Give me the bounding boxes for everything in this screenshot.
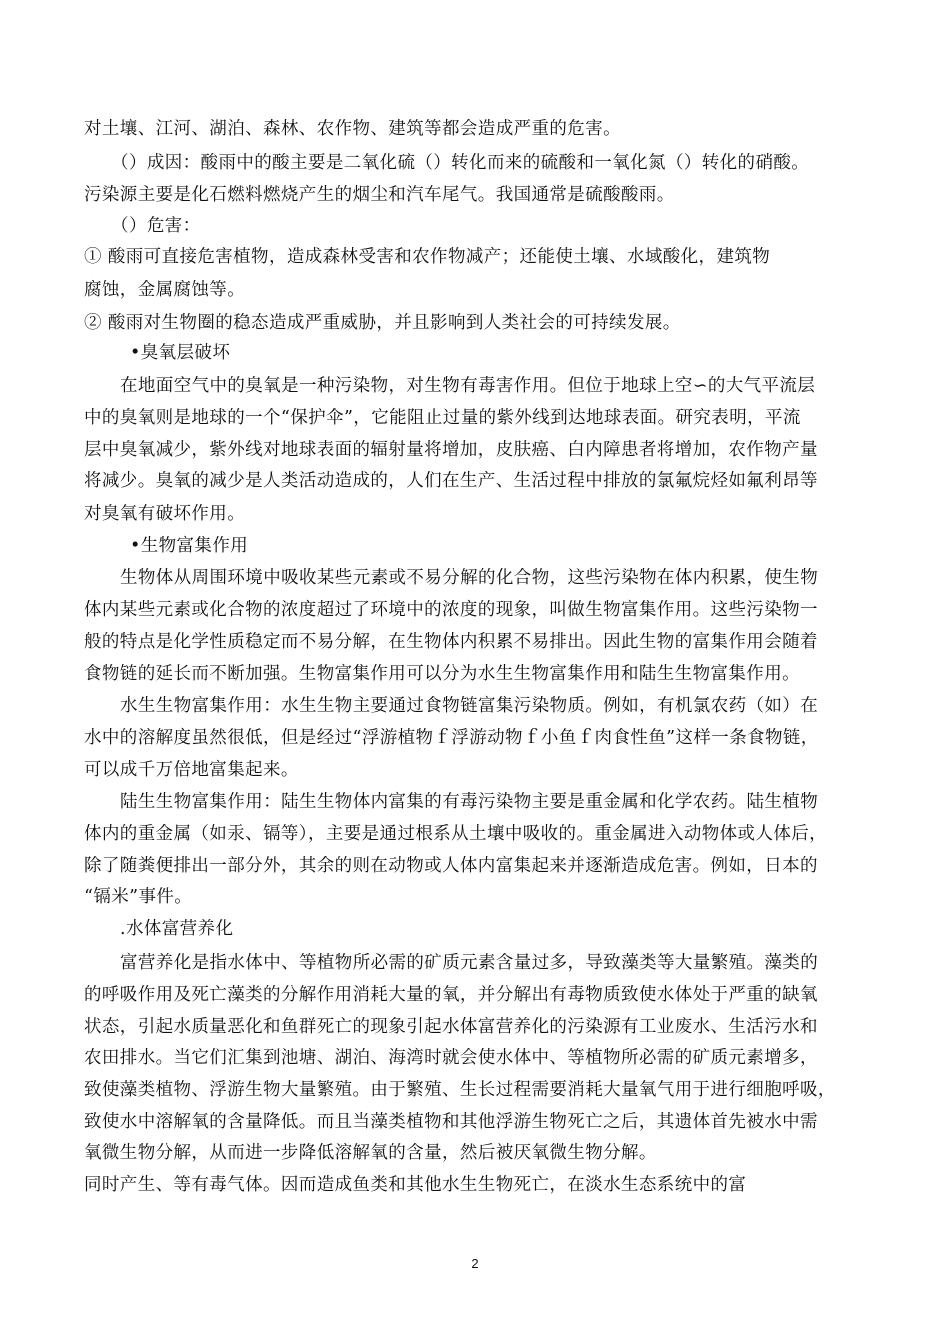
section-heading: .水体富营养化 (120, 919, 234, 939)
text-line: 富营养化是指水体中、等植物所必需的矿质元素含量过多，导致藻类等大量繁殖。藻类的 (120, 953, 819, 973)
text-line: 污染源主要是化石燃料燃烧产生的烟尘和汽车尾气。我国通常是硫酸酸雨。 (84, 185, 675, 205)
text-line: 体内的重金属（如汞、镉等），主要是通过根系从土壤中吸收的。重金属进入动物体或人体后， (84, 824, 828, 844)
text-line: 可以成千万倍地富集起来。 (84, 760, 299, 780)
text-line: 在地面空气中的臭氧是一种污染物，对生物有毒害作用。但位于地球上空∽的大气平流层 (120, 376, 816, 396)
text-line: 氧微生物分解，从而进一步降低溶解氧的含量，然后被厌氧微生物分解。 (84, 1143, 657, 1163)
text-line: 状态，引起水质量恶化和鱼群死亡的现象引起水体富营养化的污染源有工业废水、生活污水和 (84, 1017, 818, 1037)
text-line: 的呼吸作用及死亡藻类的分解作用消耗大量的氧，并分解出有毒物质致使水体处于严重的缺氧 (84, 985, 818, 1005)
text-line: 层中臭氧减少，紫外线对地球表面的辐射量将增加，皮肤癌、白内障患者将增加，农作物产量 (84, 440, 818, 460)
text-line: 对土壤、江河、湖泊、森林、农作物、建筑等都会造成严重的危害。 (84, 119, 621, 139)
list-item: ② 酸雨对生物圈的稳态造成严重威胁，并且影响到人类社会的可持续发展。 (84, 313, 681, 333)
text-line: 体内某些元素或化合物的浓度超过了环境中的浓度的现象，叫做生物富集作用。这些污染物一 (84, 600, 818, 620)
text-line: 食物链的延长而不断加强。生物富集作用可以分为水生生物富集作用和陆生生物富集作用。 (84, 664, 800, 684)
text-line: 将减少。臭氧的减少是人类活动造成的，人们在生产、生活过程中排放的氯氟烷烃如氟利昂等 (84, 471, 818, 491)
text-line: 农田排水。当它们汇集到池塘、湖泊、海湾时就会使水体中、等植物所必需的矿质元素增多， (84, 1048, 818, 1068)
text-line: 致使藻类植物、浮游生物大量繁殖。由于繁殖、生长过程需要消耗大量氧气用于进行细胞呼吸， (84, 1080, 836, 1100)
text-line: “镉米”事件。 (84, 887, 193, 907)
page-number: 2 (471, 1256, 479, 1271)
text-line: 致使水中溶解氧的含量降低。而且当藻类植物和其他浮游生物死亡之后，其遗体首先被水中需 (84, 1112, 818, 1132)
text-line: （）成因：酸雨中的酸主要是二氧化硫（）转化而来的硫酸和一氧化氮（）转化的硝酸。 (84, 153, 810, 173)
text-line: 水中的溶解度虽然很低，但是经过“浮游植物ｆ浮游动物ｆ小鱼ｆ肉食性鱼”这样一条食物链， (84, 728, 819, 748)
text-line: 中的臭氧则是地球的一个“保护伞”，它能阻止过量的紫外线到达地球表面。研究表明，平流 (84, 408, 801, 428)
text-line: 腐蚀，金属腐蚀等。 (84, 280, 246, 300)
text-line: 同时产生、等有毒气体。因而造成鱼类和其他水生生物死亡，在淡水生态系统中的富 (84, 1175, 747, 1195)
section-heading: （）危害： (84, 216, 201, 236)
section-heading: •生物富集作用 (130, 536, 249, 556)
text-line: 陆生生物富集作用：陆生生物体内富集的有毒污染物主要是重金属和化学农药。陆生植物 (120, 792, 819, 812)
section-heading: •臭氧层破坏 (130, 343, 231, 363)
text-line: 对臭氧有破坏作用。 (84, 504, 246, 524)
text-line: 水生生物富集作用：水生生物主要通过食物链富集污染物质。例如，有机氯农药（如）在 (120, 696, 819, 716)
text-line: 生物体从周围环境中吸收某些元素或不易分解的化合物，这些污染物在体内积累，使生物 (120, 568, 819, 588)
text-line: 般的特点是化学性质稳定而不易分解，在生物体内积累不易排出。因此生物的富集作用会随着 (84, 632, 818, 652)
text-line: 除了随粪便排出一部分外，其余的则在动物或人体内富集起来并逐渐造成危害。例如，日本的 (84, 856, 818, 876)
list-item: ① 酸雨可直接危害植物，造成森林受害和农作物减产；还能使土壤、水域酸化，建筑物 (84, 247, 771, 267)
